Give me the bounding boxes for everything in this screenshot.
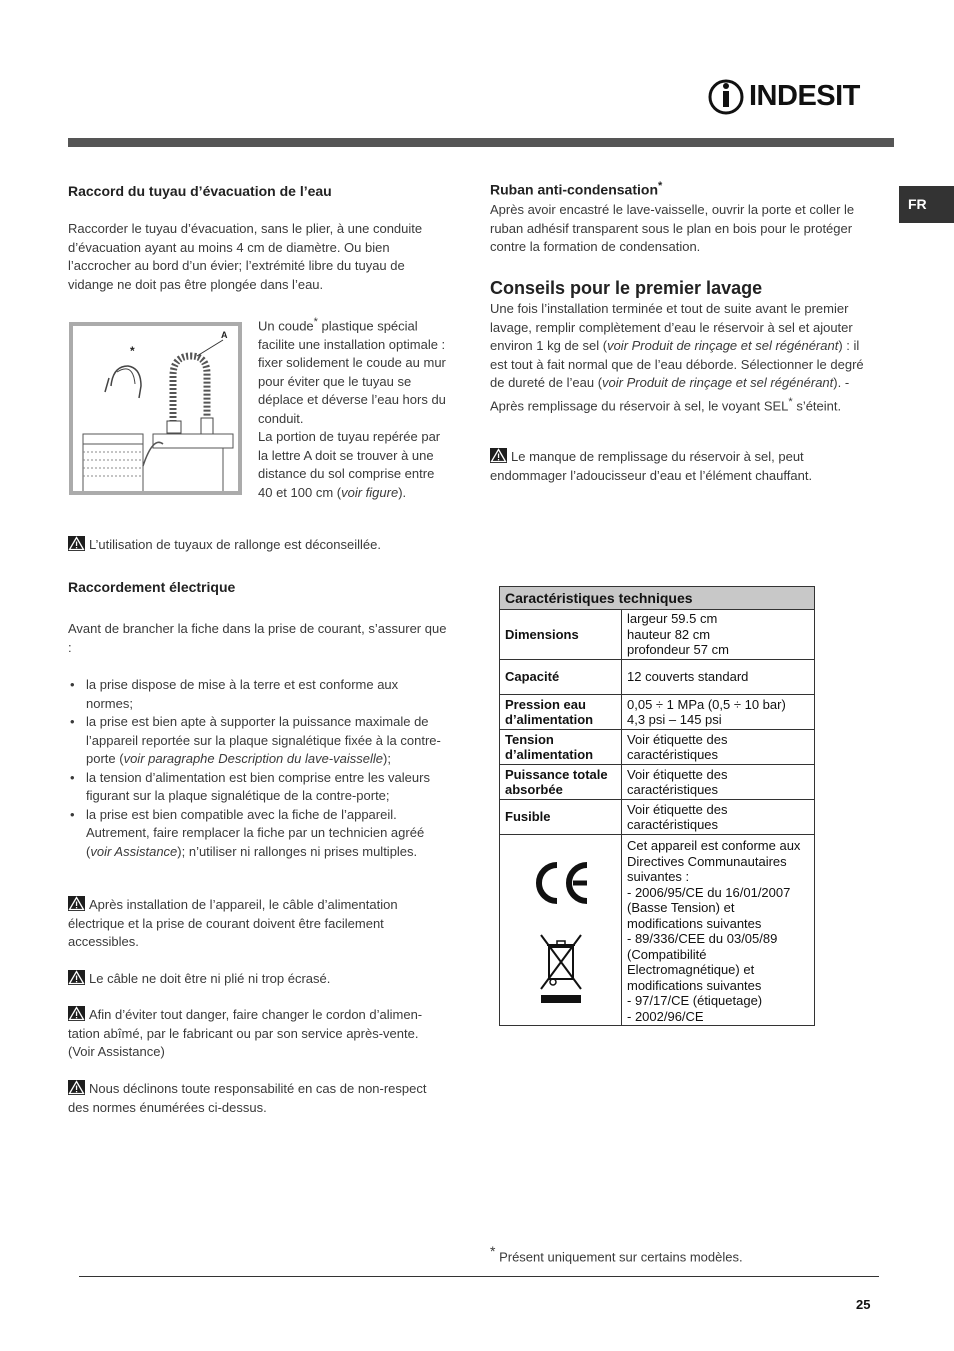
table-cell bbox=[500, 835, 622, 1026]
spec-table-title: Caractéristiques techniques bbox=[500, 587, 815, 610]
warning-icon bbox=[490, 448, 507, 463]
list-item: • la tension d’alimentation est bien comprise entre les valeurs figurant sur la plaque signalétique de la contre-porte; bbox=[68, 769, 446, 806]
drain-text: Raccorder le tuyau d’évacuation, sans le plier, à une conduite d’évacuation ayant au moins 4 cm de diamètre. Ou bien l’accrocher au bord d’un évier; l’extrémité libre du tuyau de vidange ne doit pas être plongée dans l’eau. bbox=[68, 221, 423, 292]
electric-title: Raccordement électrique bbox=[68, 579, 236, 595]
first-wash-title: Conseils pour le premier lavage bbox=[490, 278, 763, 298]
table-cell: Voir étiquette des caractéristiques bbox=[622, 800, 815, 835]
electric-checklist bbox=[68, 676, 446, 861]
brand-logo bbox=[707, 77, 859, 117]
warning-extension: L’utilisation de tuyaux de rallonge est déconseillée. bbox=[68, 536, 448, 555]
table-cell: Dimensions bbox=[500, 610, 622, 660]
list-item: • la prise est bien compatible avec la fiche de l’appareil. Autrement, faire remplacer la fiche par un technicien agréé (voir Assistance); n’utiliser ni rallonges ni prises multiples. bbox=[68, 806, 446, 862]
table-cell: Voir étiquette des caractéristiques bbox=[622, 730, 815, 765]
electric-intro: Avant de brancher la fiche dans la prise de courant, s’assurer que : bbox=[68, 621, 447, 655]
table-cell: Tension d’alimentation bbox=[500, 730, 622, 765]
table-cell: Puissance totale absorbée bbox=[500, 765, 622, 800]
drain-hose-figure bbox=[69, 322, 242, 495]
first-wash-text: Une fois l’installation terminée et tout de suite avant le premier lavage, remplir complètement d’eau le réservoir à sel et ajouter environ 1 kg de sel (voir Produit de rinçage et sel régénérant) : il est tout à fait normal que de l’eau déborde. Sélectionner le degré de dureté de l’eau (voir Produit de rinçage et sel régénérant). - Après remplissage du réservoir à sel, le voyant SEL* s’éteint. bbox=[490, 301, 864, 413]
language-tab: FR bbox=[899, 186, 954, 223]
spec-table bbox=[499, 586, 815, 1026]
weee-bin-icon bbox=[539, 933, 583, 1005]
list-item: • la prise est bien apte à supporter la puissance maximale de l’appareil reportée sur la plaque signalétique fixée à la contre-porte (voir paragraphe Description du lave-vaisselle); bbox=[68, 713, 446, 769]
table-cell: Fusible bbox=[500, 800, 622, 835]
salt-warning: Le manque de remplissage du réservoir à sel, peut endommager l’adoucisseur d’eau et l’élément chauffant. bbox=[490, 449, 813, 483]
table-cell: 12 couverts standard bbox=[622, 660, 815, 695]
warning-cable: Le câble ne doit être ni plié ni trop écrasé. bbox=[68, 970, 446, 989]
warning-icon bbox=[68, 896, 85, 911]
warning-accessible: Après installation de l’appareil, le câble d’alimentation électrique et la prise de courant doivent être facilement accessibles. bbox=[68, 897, 398, 949]
table-cell: Pression eau d’alimentation bbox=[500, 695, 622, 730]
table-cell: Voir étiquette des caractéristiques bbox=[622, 765, 815, 800]
table-cell: largeur 59.5 cm hauteur 82 cm profondeur 57 cm bbox=[622, 610, 815, 660]
warning-liability: Nous déclinons toute responsabilité en cas de non-respect des normes énumérées ci-dessus. bbox=[68, 1081, 427, 1115]
footnote: * Présent uniquement sur certains modèles. bbox=[490, 1243, 743, 1265]
asterisk: * bbox=[313, 316, 318, 328]
table-cell: Capacité bbox=[500, 660, 622, 695]
warning-icon bbox=[68, 970, 85, 985]
figure-label-star: * bbox=[130, 344, 135, 358]
warning-icon bbox=[68, 536, 85, 551]
ce-mark-icon bbox=[529, 859, 593, 907]
list-item: • la prise dispose de mise à la terre et est conforme aux normes; bbox=[68, 676, 446, 713]
table-cell: 0,05 ÷ 1 MPa (0,5 ÷ 10 bar) 4,3 psi – 145 psi bbox=[622, 695, 815, 730]
page-number: 25 bbox=[856, 1297, 871, 1312]
figure-label-a: A bbox=[221, 330, 228, 340]
ribbon-text: Après avoir encastré le lave-vaisselle, ouvrir la porte et coller le ruban adhésif transparent sous le plan en bois pour le protéger contre la formation de condensation. bbox=[490, 202, 855, 254]
brand-name: INDESIT bbox=[749, 80, 860, 112]
drain-title: Raccord du tuyau d’évacuation de l’eau bbox=[68, 183, 332, 199]
ribbon-title: Ruban anti-condensation* bbox=[490, 180, 663, 198]
spec-table-wrap bbox=[499, 586, 815, 1026]
figure-caption: Un coude* plastique spécial facilite une installation optimale : fixer solidement le coude au mur pour éviter que le tuyau se déplace et déverse l’eau hors du conduit. La portion de tuyau repérée par la lettre A doit se trouver à une distance du sol comprise entre 40 et 100 cm (voir figure). bbox=[258, 316, 446, 500]
warning-icon bbox=[68, 1006, 85, 1021]
ce-compliance-text: Cet appareil est conforme aux Directives Communautaires suivantes : - 2006/95/CE du 16/01/2007 (Basse Tension) et modifications suivantes - 89/336/CEE du 03/05/89 (Compatibilité Electromagnétique) et modifications suivantes - 97/17/CE (étiquetage) - 2002/96/CE bbox=[622, 835, 815, 1026]
warning-icon bbox=[68, 1080, 85, 1095]
header-bar bbox=[68, 138, 894, 147]
warning-cord: Afin d’éviter tout danger, faire changer le cordon d’alimen-tation abîmé, par le fabricant ou par son service après-vente. (Voir Assistance) bbox=[68, 1007, 423, 1059]
footer-divider bbox=[79, 1276, 879, 1277]
